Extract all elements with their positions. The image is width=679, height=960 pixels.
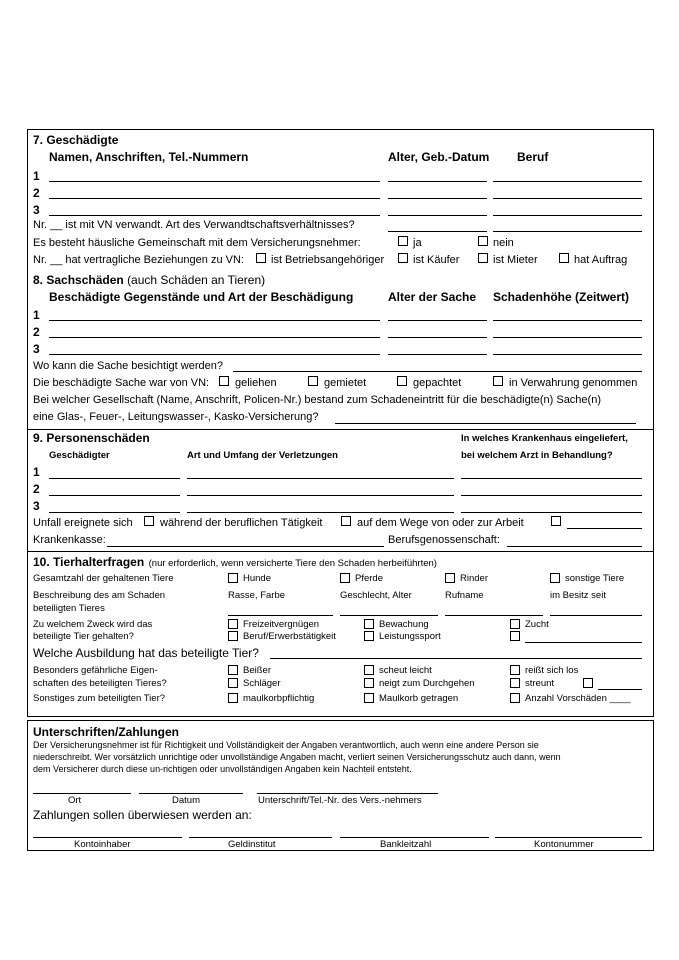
date-field[interactable] — [139, 793, 243, 794]
sport-label: Leistungssport — [379, 631, 441, 642]
call-name-label: Rufname — [445, 590, 484, 601]
row-number: 1 — [33, 465, 40, 479]
assoc-field[interactable] — [507, 546, 642, 547]
employee-checkbox[interactable] — [256, 253, 266, 263]
item-field[interactable] — [49, 337, 380, 338]
payment-heading: Zahlungen sollen überwiesen werden an: — [33, 808, 252, 822]
other-purpose-field[interactable] — [525, 642, 642, 643]
item-field[interactable] — [49, 354, 380, 355]
col-age-header: Alter, Geb.-Datum — [388, 150, 490, 164]
date-label: Datum — [172, 795, 200, 806]
horses-checkbox[interactable] — [340, 573, 350, 583]
other-animals-label: sonstige Tiere — [565, 573, 625, 584]
insurance-label: Krankenkasse: — [33, 534, 106, 546]
signature-title: Unterschriften/Zahlungen — [33, 725, 180, 739]
cattle-checkbox[interactable] — [445, 573, 455, 583]
muzzle-required-checkbox[interactable] — [228, 693, 238, 703]
injury-field[interactable] — [187, 478, 454, 479]
signature-label: Unterschrift/Tel.-Nr. des Vers.-nehmers — [258, 795, 422, 806]
total-animals-question: Gesamtzahl der gehaltenen Tiere — [33, 573, 174, 584]
hospital-field[interactable] — [461, 478, 642, 479]
other-trait-field[interactable] — [598, 689, 642, 690]
injured-field[interactable] — [49, 478, 180, 479]
sex-age-field[interactable] — [340, 615, 438, 616]
contract-question: Nr. __ hat vertragliche Beziehungen zu VN: — [33, 254, 244, 266]
household-question: Es besteht häusliche Gemeinschaft mit dem Versicherungsnehmer: — [33, 237, 361, 249]
section-10-title: 10. Tierhalterfragen — [33, 555, 145, 569]
nein-checkbox[interactable] — [478, 236, 488, 246]
insurer-field[interactable] — [335, 423, 636, 424]
shy-checkbox[interactable] — [364, 665, 374, 675]
bolts-checkbox[interactable] — [364, 678, 374, 688]
custody-checkbox[interactable] — [493, 376, 503, 386]
breeding-checkbox[interactable] — [510, 619, 520, 629]
account-number-label: Kontonummer — [534, 839, 594, 850]
col-injured-header: Geschädigter — [49, 450, 110, 461]
commute-checkbox[interactable] — [341, 516, 351, 526]
account-number-field[interactable] — [495, 837, 642, 838]
section-8-heading — [33, 274, 265, 286]
signature-field[interactable] — [257, 793, 438, 794]
ja-label: ja — [413, 237, 422, 249]
sex-age-label: Geschlecht, Alter — [340, 590, 412, 601]
accident-question: Unfall ereignete sich — [33, 517, 133, 529]
other-question: Sonstiges zum beteiligten Tier? — [33, 693, 166, 704]
purpose-question-2: beteiligte Tier gehalten? — [33, 631, 134, 642]
other-trait-checkbox[interactable] — [583, 678, 593, 688]
dogs-label: Hunde — [243, 573, 271, 584]
owned-since-label: im Besitz seit — [550, 590, 606, 601]
buyer-label: ist Käufer — [413, 254, 460, 266]
rented-checkbox[interactable] — [308, 376, 318, 386]
inspect-field[interactable] — [233, 371, 642, 372]
row-number: 3 — [33, 203, 40, 217]
other-accident-checkbox[interactable] — [551, 516, 561, 526]
strays-checkbox[interactable] — [510, 678, 520, 688]
other-accident-field[interactable] — [567, 528, 642, 529]
job-field[interactable] — [493, 215, 642, 216]
training-field[interactable] — [270, 658, 642, 659]
muzzle-worn-label: Maulkorb getragen — [379, 693, 459, 704]
insurer-question-2: eine Glas-, Feuer-, Leitungswasser-, Kasko-Versicherung? — [33, 411, 319, 423]
row-number: 2 — [33, 186, 40, 200]
traits-question-2: schaften des beteiligten Tieres? — [33, 678, 167, 689]
borrowed-label: geliehen — [235, 377, 277, 389]
sport-checkbox[interactable] — [364, 631, 374, 641]
row-number: 2 — [33, 482, 40, 496]
job-field[interactable] — [493, 198, 642, 199]
dogs-checkbox[interactable] — [228, 573, 238, 583]
name-field[interactable] — [49, 181, 380, 182]
hospital-field[interactable] — [461, 495, 642, 496]
breed-label: Rasse, Farbe — [228, 590, 286, 601]
item-age-field[interactable] — [388, 337, 487, 338]
injury-field[interactable] — [187, 495, 454, 496]
traits-question-1: Besonders gefährliche Eigen- — [33, 665, 158, 676]
leased-checkbox[interactable] — [397, 376, 407, 386]
nein-label: nein — [493, 237, 514, 249]
col-injury-header: Art und Umfang der Verletzungen — [187, 450, 338, 461]
kicker-checkbox[interactable] — [228, 678, 238, 688]
value-field[interactable] — [493, 320, 642, 321]
work-checkbox[interactable] — [144, 516, 154, 526]
breaks-loose-label: reißt sich los — [525, 665, 579, 676]
section-8-note: (auch Schäden an Tieren) — [127, 273, 266, 287]
age-field[interactable] — [388, 181, 487, 182]
order-checkbox[interactable] — [559, 253, 569, 263]
relative-question: Nr. __ ist mit VN verwandt. Art des Verwandtschaftsverhältnisses? — [33, 219, 355, 231]
order-label: hat Auftrag — [574, 254, 628, 266]
ja-checkbox[interactable] — [398, 236, 408, 246]
business-checkbox[interactable] — [228, 631, 238, 641]
tenant-checkbox[interactable] — [478, 253, 488, 263]
work-label: während der beruflichen Tätigkeit — [160, 517, 323, 529]
insurer-question-1: Bei welcher Gesellschaft (Name, Anschrift, Policen-Nr.) bestand zum Schadeneintritt für die beschädigte(n) Sache(n) — [33, 394, 601, 406]
owner-question: Die beschädigte Sache war von VN: — [33, 377, 210, 389]
business-label: Beruf/Erwerbstätigkeit — [243, 631, 336, 642]
leisure-label: Freizeitvergnügen — [243, 619, 320, 630]
section-10-heading — [33, 554, 437, 570]
relative-field[interactable] — [388, 231, 487, 232]
inspect-question: Wo kann die Sache besichtigt werden? — [33, 360, 223, 372]
call-name-field[interactable] — [445, 615, 543, 616]
col-names-header: Namen, Anschriften, Tel.-Nummern — [49, 150, 249, 164]
row-number: 3 — [33, 499, 40, 513]
item-age-field[interactable] — [388, 354, 487, 355]
section-8-title: 8. Sachschäden — [33, 273, 124, 287]
commute-label: auf dem Wege von oder zur Arbeit — [357, 517, 524, 529]
prior-damages-label: Anzahl Vorschäden ____ — [525, 693, 631, 704]
row-number: 2 — [33, 325, 40, 339]
row-number: 1 — [33, 169, 40, 183]
other-animals-checkbox[interactable] — [550, 573, 560, 583]
account-holder-field[interactable] — [33, 837, 182, 838]
horses-label: Pferde — [355, 573, 383, 584]
custody-label: in Verwahrung genommen — [509, 377, 638, 389]
value-field[interactable] — [493, 354, 642, 355]
row-number: 3 — [33, 342, 40, 356]
col-item-age-header: Alter der Sache — [388, 290, 477, 304]
shy-label: scheut leicht — [379, 665, 432, 676]
breeding-label: Zucht — [525, 619, 549, 630]
hospital-question-1: In welches Krankenhaus eingeliefert, — [461, 433, 628, 444]
section-9-title: 9. Personenschäden — [33, 431, 150, 445]
age-field[interactable] — [388, 198, 487, 199]
tenant-label: ist Mieter — [493, 254, 538, 266]
liability-text-1: Der Versicherungsnehmer ist für Richtigkeit und Vollständigkeit der Angaben verantwortlich, auch wenn eine andere Person sie — [33, 740, 539, 750]
insurance-field[interactable] — [107, 546, 384, 547]
place-field[interactable] — [33, 793, 131, 794]
buyer-checkbox[interactable] — [398, 253, 408, 263]
prior-damages-checkbox[interactable] — [510, 693, 520, 703]
purpose-question-1: Zu welchem Zweck wird das — [33, 619, 153, 630]
muzzle-required-label: maulkorbpflichtig — [243, 693, 315, 704]
kicker-label: Schläger — [243, 678, 281, 689]
guard-label: Bewachung — [379, 619, 429, 630]
injured-field[interactable] — [49, 495, 180, 496]
injured-field[interactable] — [49, 512, 180, 513]
muzzle-worn-checkbox[interactable] — [364, 693, 374, 703]
biter-label: Beißer — [243, 665, 271, 676]
item-field[interactable] — [49, 320, 380, 321]
description-question-1: Beschreibung des am Schaden — [33, 590, 166, 601]
name-field[interactable] — [49, 198, 380, 199]
name-field[interactable] — [49, 215, 380, 216]
item-age-field[interactable] — [388, 320, 487, 321]
bank-code-field[interactable] — [340, 837, 489, 838]
employee-label: ist Betriebsangehöriger — [271, 254, 385, 266]
job-field[interactable] — [493, 181, 642, 182]
training-question: Welche Ausbildung hat das beteiligte Tier? — [33, 646, 259, 660]
place-label: Ort — [68, 795, 82, 806]
section-divider — [27, 429, 654, 430]
breaks-loose-checkbox[interactable] — [510, 665, 520, 675]
guard-checkbox[interactable] — [364, 619, 374, 629]
section-divider — [27, 551, 654, 552]
row-number: 1 — [33, 308, 40, 322]
injury-field[interactable] — [187, 512, 454, 513]
bank-label: Geldinstitut — [228, 839, 276, 850]
col-value-header: Schadenhöhe (Zeitwert) — [493, 290, 630, 304]
rented-label: gemietet — [324, 377, 367, 389]
other-purpose-checkbox[interactable] — [510, 631, 520, 641]
value-field[interactable] — [493, 337, 642, 338]
bank-code-label: Bankleitzahl — [380, 839, 432, 850]
bolts-label: neigt zum Durchgehen — [379, 678, 475, 689]
description-question-2: beteiligten Tieres — [33, 603, 105, 614]
col-job-header: Beruf — [517, 150, 549, 164]
col-items-header: Beschädigte Gegenstände und Art der Beschädigung — [49, 290, 354, 304]
leased-label: gepachtet — [413, 377, 462, 389]
liability-text-3: dem Versicherer durch diese un-richtigen oder unvollständigen Angaben kein Nachteil entsteht. — [33, 764, 412, 774]
hospital-field[interactable] — [461, 512, 642, 513]
account-holder-label: Kontoinhaber — [74, 839, 131, 850]
owned-since-field[interactable] — [550, 615, 642, 616]
assoc-label: Berufsgenossenschaft: — [388, 534, 500, 546]
section-10-note: (nur erforderlich, wenn versicherte Tiere den Schaden herbeiführten) — [148, 558, 437, 569]
biter-checkbox[interactable] — [228, 665, 238, 675]
age-field[interactable] — [388, 215, 487, 216]
borrowed-checkbox[interactable] — [219, 376, 229, 386]
breed-field[interactable] — [228, 615, 333, 616]
liability-text-2: niederschreibt. Wer vorsätzlich unrichtige oder unvollständige Angaben macht, verliert seinen Versicherungsschutz auch dann, wenn — [33, 752, 561, 762]
section-7-title: 7. Geschädigte — [33, 133, 119, 147]
leisure-checkbox[interactable] — [228, 619, 238, 629]
bank-field[interactable] — [189, 837, 332, 838]
strays-label: streunt — [525, 678, 555, 689]
cattle-label: Rinder — [460, 573, 488, 584]
relative-field-2[interactable] — [493, 231, 642, 232]
hospital-question-2: bei welchem Arzt in Behandlung? — [461, 450, 613, 461]
